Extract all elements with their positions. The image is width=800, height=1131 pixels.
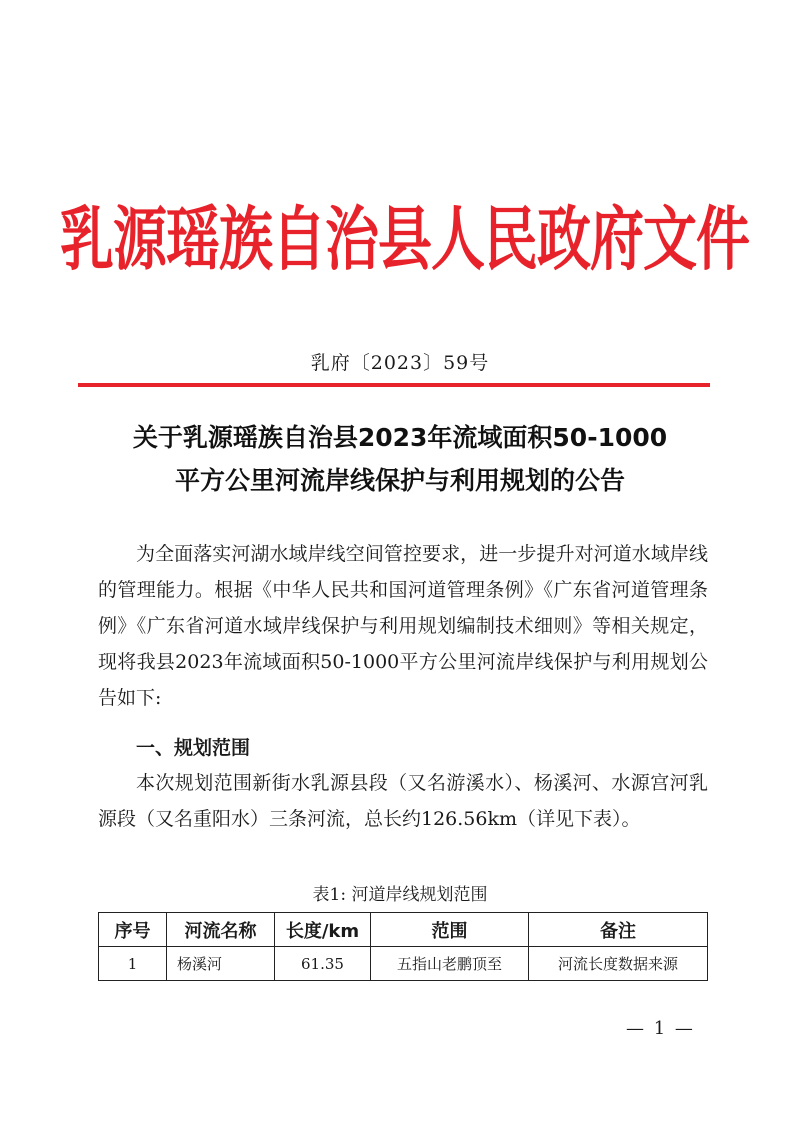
document-number: 乳府〔2023〕59号 bbox=[310, 352, 490, 374]
intro-paragraph: 为全面落实河湖水域岸线空间管控要求，进一步提升对河道水域岸线的管理能力。根据《中华人民共和国河道管理条例》《广东省河道管理条例》《广东省河道水域岸线保护与利用规划编制技术细则》等相关规定，现将我县2023年流域面积50-1000平方公里河流岸线保护与利用规划公告如下: bbox=[98, 543, 708, 709]
title-line-1: 关于乳源瑶族自治县2023年流域面积50-1000 bbox=[132, 423, 668, 452]
header-range: 范围 bbox=[371, 913, 529, 947]
table-caption: 表1: 河道岸线规划范围 bbox=[312, 885, 488, 905]
planning-range-table bbox=[98, 912, 708, 981]
table-row bbox=[99, 947, 708, 981]
page-number: — 1 — bbox=[626, 1018, 695, 1039]
issuer-title: 乳源瑶族自治县人民政府文件 bbox=[60, 199, 749, 280]
scope-paragraph: 本次规划范围新街水乳源县段（又名游溪水）、杨溪河、水源宫河乳源段（又名重阳水）三条河流，总长约126.56km（详见下表）。 bbox=[98, 772, 708, 830]
cell-river-name: 杨溪河 bbox=[167, 947, 275, 981]
header-serial: 序号 bbox=[99, 913, 167, 947]
section-heading-scope: 一、规划范围 bbox=[136, 737, 251, 759]
cell-serial: 1 bbox=[99, 947, 167, 981]
header-length: 长度/km bbox=[275, 913, 371, 947]
header-remarks: 备注 bbox=[529, 913, 708, 947]
header-river-name: 河流名称 bbox=[167, 913, 275, 947]
table-header-row bbox=[99, 913, 708, 947]
announcement-title bbox=[60, 416, 740, 502]
cell-remarks: 河流长度数据来源 bbox=[529, 947, 708, 981]
cell-length: 61.35 bbox=[275, 947, 371, 981]
red-divider-line bbox=[78, 383, 710, 387]
cell-range: 五指山老鹏顶至 bbox=[371, 947, 529, 981]
title-line-2: 平方公里河流岸线保护与利用规划的公告 bbox=[174, 466, 625, 495]
